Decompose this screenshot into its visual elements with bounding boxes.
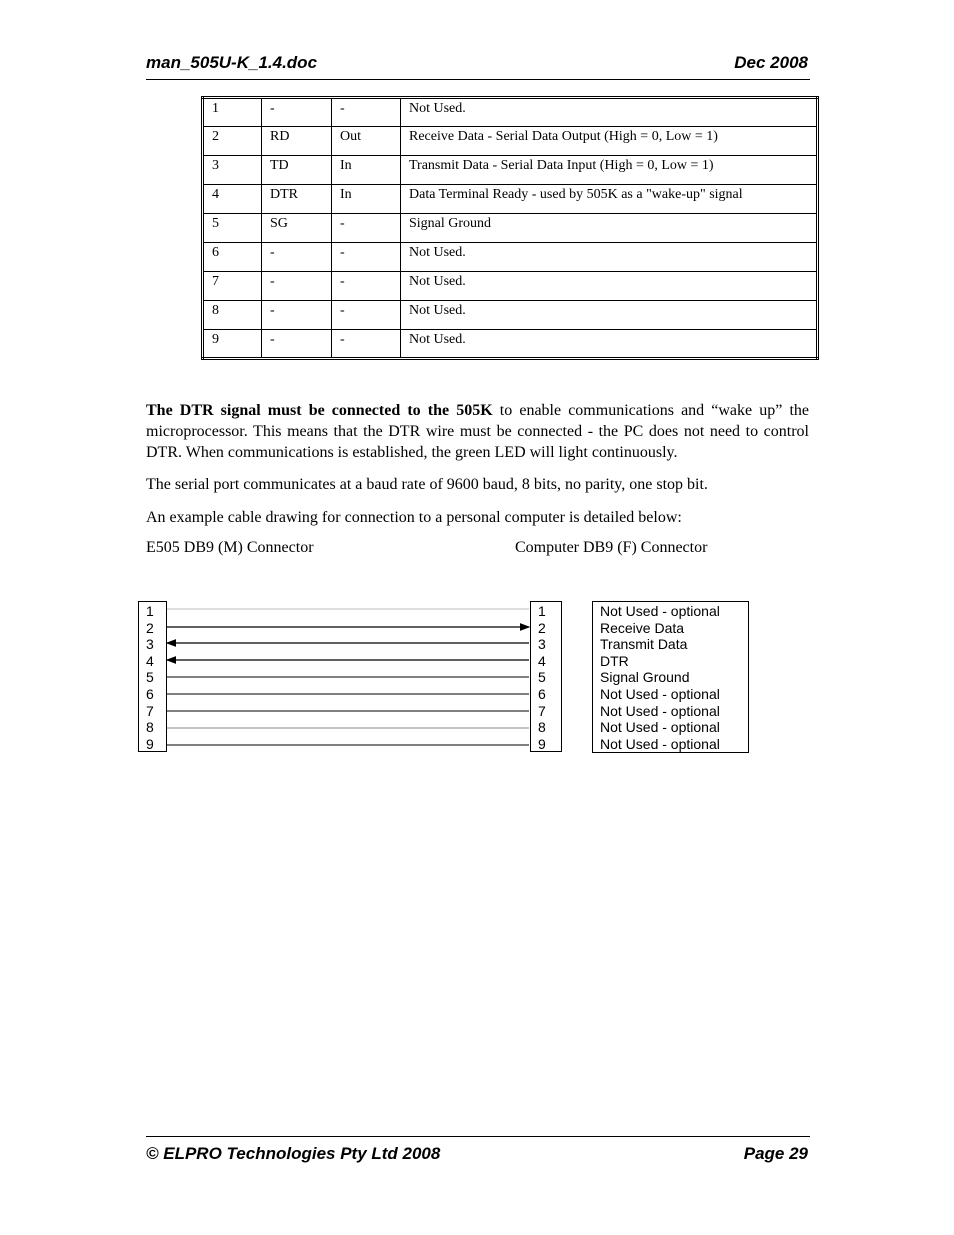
footer-copyright: © ELPRO Technologies Pty Ltd 2008 xyxy=(146,1144,441,1163)
header-filename: man_505U-K_1.4.doc xyxy=(146,53,318,72)
signal-label: Not Used - optional xyxy=(600,685,720,702)
cell-pin-number: 5 xyxy=(203,214,262,243)
header-date: Dec 2008 xyxy=(734,53,808,72)
cell-description: Transmit Data - Serial Data Input (High = 0, Low = 1) xyxy=(401,156,818,185)
left-pin-number: 8 xyxy=(146,719,154,736)
example-paragraph: An example cable drawing for connection to a personal computer is detailed below: xyxy=(146,509,682,526)
left-pin-number: 4 xyxy=(146,652,154,669)
cell-signal-name: SG xyxy=(262,214,332,243)
signal-label: Transmit Data xyxy=(600,636,688,653)
signal-label: Receive Data xyxy=(600,619,685,636)
cell-signal-name: DTR xyxy=(262,185,332,214)
cell-pin-number: 8 xyxy=(203,301,262,330)
baud-paragraph: The serial port communicates at a baud rate of 9600 baud, 8 bits, no parity, one stop bit. xyxy=(146,476,708,493)
right-pin-number: 3 xyxy=(538,636,546,653)
signal-label: Not Used - optional xyxy=(600,735,720,752)
cell-pin-number: 3 xyxy=(203,156,262,185)
right-pin-number: 7 xyxy=(538,702,546,719)
left-pin-number: 2 xyxy=(146,619,154,636)
cell-direction: - xyxy=(332,272,401,301)
left-pin-number: 5 xyxy=(146,669,154,686)
cell-signal-name: - xyxy=(262,272,332,301)
left-pin-number: 6 xyxy=(146,685,154,702)
left-connector-label: E505 DB9 (M) Connector xyxy=(146,539,314,556)
right-pin-number: 6 xyxy=(538,685,546,702)
cell-direction: - xyxy=(332,330,401,359)
cell-description: Not Used. xyxy=(401,272,818,301)
cell-signal-name: - xyxy=(262,301,332,330)
cell-description: Not Used. xyxy=(401,301,818,330)
cell-pin-number: 2 xyxy=(203,127,262,156)
right-pin-number: 2 xyxy=(538,619,546,636)
signal-label: Signal Ground xyxy=(600,669,690,686)
cell-direction: In xyxy=(332,185,401,214)
cell-pin-number: 7 xyxy=(203,272,262,301)
page-footer xyxy=(146,1144,808,1164)
cell-signal-name: RD xyxy=(262,127,332,156)
footer-rule xyxy=(146,1136,810,1137)
dtr-rest-text: to enable communications and “wake up” the microprocessor. This means that the DTR wire must be connected - the PC does not need to control DTR. When communications is established, the green LED will light continuously. xyxy=(146,402,810,461)
right-pin-number: 8 xyxy=(538,719,546,736)
cell-pin-number: 4 xyxy=(203,185,262,214)
left-pin-number: 3 xyxy=(146,636,154,653)
cell-description: Data Terminal Ready - used by 505K as a "wake-up" signal xyxy=(401,185,818,214)
left-pin-number: 9 xyxy=(146,735,154,752)
cell-direction: - xyxy=(332,214,401,243)
cell-signal-name: - xyxy=(262,330,332,359)
cell-description: Not Used. xyxy=(401,98,818,127)
cell-signal-name: - xyxy=(262,98,332,127)
cell-direction: - xyxy=(332,243,401,272)
cell-description: Signal Ground xyxy=(401,214,818,243)
cell-direction: In xyxy=(332,156,401,185)
cell-direction: - xyxy=(332,301,401,330)
right-pin-number: 1 xyxy=(538,603,546,619)
left-pin-number: 1 xyxy=(146,603,154,619)
dtr-bold-text: The DTR signal must be connected to the 505K xyxy=(146,402,493,419)
cell-description: Receive Data - Serial Data Output (High = 0, Low = 1) xyxy=(401,127,818,156)
cell-direction: Out xyxy=(332,127,401,156)
cell-description: Not Used. xyxy=(401,243,818,272)
right-pin-number: 4 xyxy=(538,652,546,669)
right-pin-number: 9 xyxy=(538,735,546,752)
right-pin-number: 5 xyxy=(538,669,546,686)
signal-label: Not Used - optional xyxy=(600,719,720,736)
cell-signal-name: TD xyxy=(262,156,332,185)
cell-pin-number: 1 xyxy=(203,98,262,127)
cell-pin-number: 9 xyxy=(203,330,262,359)
signal-label: Not Used - optional xyxy=(600,702,720,719)
cell-signal-name: - xyxy=(262,243,332,272)
left-pin-number: 7 xyxy=(146,702,154,719)
cell-direction: - xyxy=(332,98,401,127)
signal-label: Not Used - optional xyxy=(600,603,720,619)
cell-description: Not Used. xyxy=(401,330,818,359)
right-connector-label: Computer DB9 (F) Connector xyxy=(515,539,708,556)
signal-label: DTR xyxy=(600,652,629,669)
footer-page-number: Page 29 xyxy=(743,1144,808,1163)
cell-pin-number: 6 xyxy=(203,243,262,272)
